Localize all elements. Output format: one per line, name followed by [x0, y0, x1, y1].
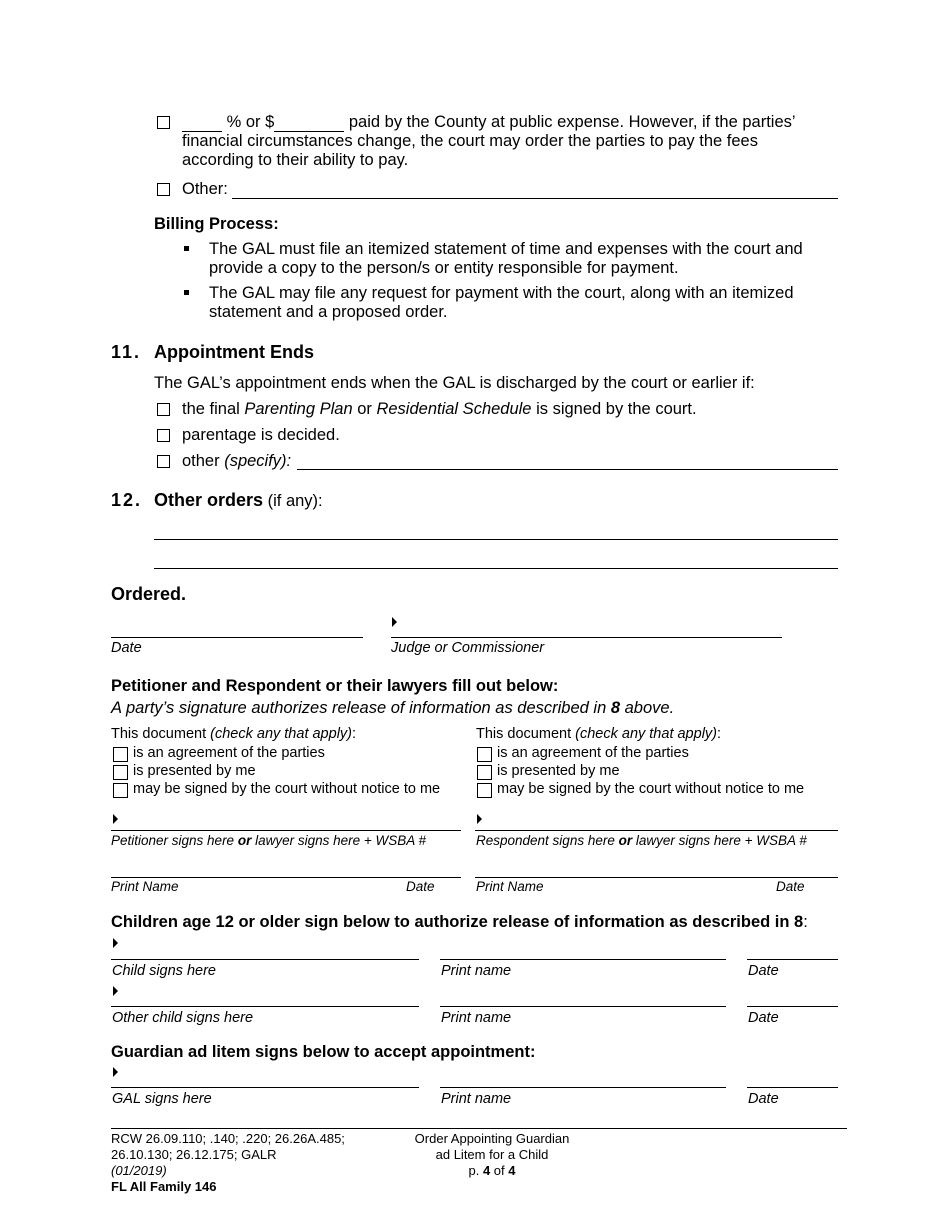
signature-arrow-icon	[113, 938, 118, 948]
other-child-print-name-line[interactable]	[440, 1006, 726, 1007]
respondent-agreement-label: is an agreement of the parties	[497, 745, 689, 761]
gal-date-line[interactable]	[747, 1087, 838, 1088]
percent-field[interactable]	[182, 115, 222, 132]
respondent-presented-label: is presented by me	[497, 763, 620, 779]
judge-signature-line[interactable]	[391, 637, 782, 638]
other-payment-label: Other:	[182, 180, 228, 198]
other-orders-line-2[interactable]	[154, 568, 838, 569]
signature-arrow-icon	[113, 986, 118, 996]
ends-other-checkbox[interactable]	[157, 455, 170, 468]
ends-other-field[interactable]	[297, 469, 838, 470]
section-12-number: 12.	[111, 490, 143, 510]
signature-arrow-icon	[392, 617, 397, 627]
billing-bullet-1-line1: The GAL must file an itemized statement of time and expenses with the court and	[209, 240, 803, 258]
footer-title-1: Order Appointing Guardian	[414, 1131, 570, 1146]
section-11-number: 11.	[111, 342, 142, 362]
child-print-name-label: Print name	[441, 963, 512, 979]
section-12-title: Other orders (if any):	[154, 490, 323, 510]
petitioner-no-notice-checkbox[interactable]	[113, 783, 128, 798]
other-child-sign-label: Other child signs here	[112, 1010, 254, 1026]
gal-print-name-label: Print name	[441, 1091, 512, 1107]
date-label: Date	[111, 640, 142, 656]
petitioner-agreement-checkbox[interactable]	[113, 747, 128, 762]
respondent-no-notice-checkbox[interactable]	[477, 783, 492, 798]
petitioner-date-label: Date	[406, 879, 435, 894]
footer-revision: (01/2019)	[111, 1163, 167, 1178]
footer-form-id: FL All Family 146	[111, 1179, 217, 1194]
respondent-date-label: Date	[776, 879, 805, 894]
billing-heading: Billing Process:	[154, 215, 279, 233]
footer-rcw-2: 26.10.130; 26.12.175; GALR	[111, 1147, 277, 1162]
child-signature-line[interactable]	[111, 959, 419, 960]
child-sign-label: Child signs here	[112, 963, 216, 979]
bullet	[184, 290, 189, 295]
gal-sign-label: GAL signs here	[112, 1091, 212, 1107]
other-child-signature-line[interactable]	[111, 1006, 419, 1007]
other-orders-line-1[interactable]	[154, 539, 838, 540]
footer-rcw-1: RCW 26.09.110; .140; .220; 26.26A.485;	[111, 1131, 345, 1146]
signature-arrow-icon	[113, 1067, 118, 1077]
parties-heading: Petitioner and Respondent or their lawyers fill out below:	[111, 677, 559, 695]
public-expense-line2: financial circumstances change, the court may order the parties to pay the fees	[182, 132, 758, 150]
child-date-line[interactable]	[747, 959, 838, 960]
ends-parenting-plan-label: the final Parenting Plan or Residential Schedule is signed by the court.	[182, 400, 697, 418]
public-expense-line3: according to their ability to pay.	[182, 151, 409, 169]
ends-other-label: other (specify):	[182, 452, 292, 470]
footer-title-2: ad Litem for a Child	[435, 1147, 549, 1162]
other-payment-checkbox[interactable]	[157, 183, 170, 196]
petitioner-agreement-label: is an agreement of the parties	[133, 745, 325, 761]
respondent-print-name-label: Print Name	[476, 879, 544, 894]
petitioner-print-name-label: Print Name	[111, 879, 179, 894]
other-child-print-name-label: Print name	[441, 1010, 512, 1026]
ends-parentage-label: parentage is decided.	[182, 426, 340, 444]
billing-bullet-2-line2: statement and a proposed order.	[209, 303, 448, 321]
bullet	[184, 246, 189, 251]
petitioner-signature-line[interactable]	[111, 830, 461, 831]
public-expense-line1: % or $ paid by the County at public expense. However, if the parties’	[182, 113, 796, 132]
gal-date-label: Date	[748, 1091, 779, 1107]
other-child-date-line[interactable]	[747, 1006, 838, 1007]
petitioner-presented-checkbox[interactable]	[113, 765, 128, 780]
billing-bullet-1-line2: provide a copy to the person/s or entity responsible for payment.	[209, 259, 679, 277]
respondent-presented-checkbox[interactable]	[477, 765, 492, 780]
ends-parenting-plan-checkbox[interactable]	[157, 403, 170, 416]
other-child-date-label: Date	[748, 1010, 779, 1026]
ends-parentage-checkbox[interactable]	[157, 429, 170, 442]
public-expense-checkbox[interactable]	[157, 116, 170, 129]
ordered-heading: Ordered.	[111, 584, 187, 604]
children-heading: Children age 12 or older sign below to authorize release of information as described in 8:	[111, 913, 808, 931]
petitioner-sign-label: Petitioner signs here or lawyer signs here + WSBA #	[111, 833, 427, 848]
respondent-no-notice-label: may be signed by the court without notice to me	[497, 781, 805, 797]
respondent-doc-label: This document (check any that apply):	[476, 726, 722, 742]
parties-note: A party’s signature authorizes release of information as described in 8 above.	[111, 699, 675, 717]
date-signature-line[interactable]	[111, 637, 363, 638]
gal-signature-line[interactable]	[111, 1087, 419, 1088]
section-11-intro: The GAL’s appointment ends when the GAL is discharged by the court or earlier if:	[154, 374, 755, 392]
footer-divider	[111, 1128, 847, 1129]
respondent-sign-label: Respondent signs here or lawyer signs here + WSBA #	[476, 833, 807, 848]
petitioner-print-name-line[interactable]	[111, 877, 461, 878]
billing-bullet-2-line1: The GAL may file any request for payment with the court, along with an itemized	[209, 284, 794, 302]
child-date-label: Date	[748, 963, 779, 979]
child-print-name-line[interactable]	[440, 959, 726, 960]
section-11-title: Appointment Ends	[154, 342, 314, 362]
petitioner-no-notice-label: may be signed by the court without notice to me	[133, 781, 441, 797]
signature-arrow-icon	[113, 814, 118, 824]
amount-field[interactable]	[274, 115, 344, 132]
petitioner-doc-label: This document (check any that apply):	[111, 726, 357, 742]
gal-print-name-line[interactable]	[440, 1087, 726, 1088]
respondent-signature-line[interactable]	[475, 830, 838, 831]
petitioner-presented-label: is presented by me	[133, 763, 256, 779]
respondent-print-name-line[interactable]	[475, 877, 838, 878]
footer-page-number: p. 4 of 4	[468, 1163, 516, 1178]
judge-label: Judge or Commissioner	[391, 640, 545, 656]
other-payment-field[interactable]	[232, 198, 838, 199]
signature-arrow-icon	[477, 814, 482, 824]
gal-heading: Guardian ad litem signs below to accept appointment:	[111, 1043, 536, 1061]
respondent-agreement-checkbox[interactable]	[477, 747, 492, 762]
